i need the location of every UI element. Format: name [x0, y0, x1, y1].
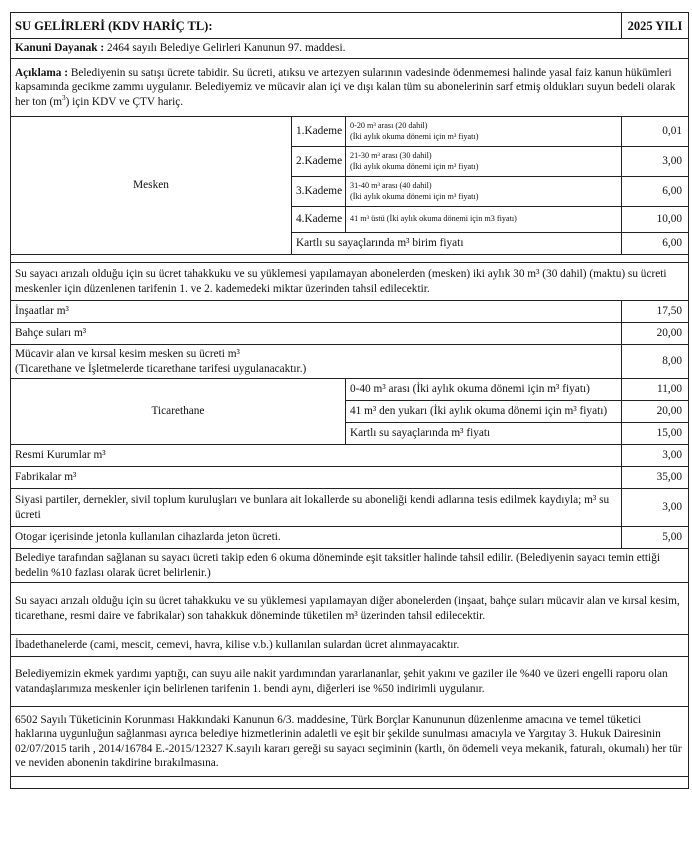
mesken-label: Mesken [11, 117, 292, 255]
tier-name: 2.Kademe [292, 147, 346, 177]
explanation-label: Açıklama : [15, 66, 69, 79]
explanation [11, 59, 689, 117]
tariff-row-label: Fabrikalar m³ [11, 467, 622, 489]
ticarethane-row-label: 0-40 m³ arası (İki aylık okuma dönemi için m³ fiyatı) [346, 379, 622, 401]
broken-meter-note: Su sayacı arızalı olduğu için su ücret tahakkuku ve su yüklemesi yapılamayan abonelerden (mesken) iki aylık 30 m³ (30 dahil) (maktu) su ücreti meskenler için düzenlenen tarifenin 1. ve 2. kademedeki miktar üzerinden tahsil edilecektir. [11, 263, 689, 301]
ticarethane-row-price: 15,00 [622, 423, 689, 445]
explanation-text-1: Belediyenin su satışı ücrete tabidir. Su ücreti, atıksu ve artezyen sularının vadesinde ödenmemesi halinde yasal faiz kanun hükümleri kapsamında gecikme zammı uygulanır. Belediyemiz ve mücavir alan içi ve dışı kalan tüm su abonelerinin sarf etmiş oldukları suyun bedeli olarak her ton (m [15, 66, 676, 108]
tariff-row-label: Bahçe suları m³ [11, 323, 622, 345]
tier-price: 0,01 [622, 117, 689, 147]
legal-basis-label: Kanuni Dayanak : [15, 42, 105, 55]
mesken-card-label: Kartlı su sayaçlarında m³ birim fiyatı [292, 233, 622, 255]
note: Belediyemizin ekmek yardımı yaptığı, can suyu aile nakit yardımından yararlananlar, şehit yakını ve gaziler ile %40 ve üzeri engelli raporu olan vatandaşlarımıza meskenler için belirlenen tarifenin 1. bendi aynı, diğerleri ise %50 indirimli uygulanır. [11, 657, 689, 707]
tier-name: 1.Kademe [292, 117, 346, 147]
legal-basis [11, 39, 689, 59]
tier-price: 10,00 [622, 207, 689, 233]
legal-basis-text: 2464 sayılı Belediye Gelirleri Kanunun 97. maddesi. [104, 42, 346, 55]
year-label: 2025 YILI [622, 13, 689, 39]
ticarethane-row-label: Kartlı su sayaçlarında m³ fiyatı [346, 423, 622, 445]
note: Belediye tarafından sağlanan su sayacı ücreti takip eden 6 okuma döneminde eşit taksitler halinde tahsil edilir. (Belediyenin sayacı temin ettiği bedelin %10 fazlası olarak ücret belirlenir.) [11, 549, 689, 583]
tier-price: 6,00 [622, 177, 689, 207]
mucavir-price: 8,00 [622, 345, 689, 379]
note: İbadethanelerde (cami, mescit, cemevi, havra, kilise v.b.) kullanılan sulardan ücret alınmayacaktır. [11, 635, 689, 657]
explanation-text-2: ) için KDV ve ÇTV hariç. [65, 95, 184, 108]
mesken-card-price: 6,00 [622, 233, 689, 255]
tariff-row-label: Resmi Kurumlar m³ [11, 445, 622, 467]
tier-range: 21-30 m³ arası (30 dahil) (İki aylık okuma dönemi için m³ fiyatı) [346, 147, 622, 177]
tier-range: 0-20 m³ arası (20 dahil) (İki aylık okuma dönemi için m³ fiyatı) [346, 117, 622, 147]
ticarethane-row-price: 20,00 [622, 401, 689, 423]
tariff-row-label: İnşaatlar m³ [11, 301, 622, 323]
otogar-price: 5,00 [622, 527, 689, 549]
tier-range: 41 m³ üstü (İki aylık okuma dönemi için m3 fiyatı) [346, 207, 622, 233]
tariff-row-price: 3,00 [622, 445, 689, 467]
tier-name: 4.Kademe [292, 207, 346, 233]
ticarethane-row-price: 11,00 [622, 379, 689, 401]
associations-label: Siyasi partiler, dernekler, sivil toplum kuruluşları ve bunlara ait lokallerde su aboneliği kendi adlarına tesis edilmek kaydıyla; m³ su ücreti [11, 489, 622, 527]
ticarethane-label: Ticarethane [11, 379, 346, 445]
associations-price: 3,00 [622, 489, 689, 527]
otogar-label: Otogar içerisinde jetonla kullanılan cihazlarda jeton ücreti. [11, 527, 622, 549]
tariff-table [10, 12, 689, 789]
spacer [11, 255, 689, 263]
section-title: SU GELİRLERİ (KDV HARİÇ TL): [11, 13, 622, 39]
tier-name: 3.Kademe [292, 177, 346, 207]
water-tariff-document [10, 12, 688, 789]
explanation-sup: 3 [62, 93, 66, 102]
mucavir-label: Mücavir alan ve kırsal kesim mesken su ücreti m³ (Ticarethane ve İşletmelerde ticarethane tarifesi uygulanacaktır.) [11, 345, 622, 379]
tariff-row-price: 20,00 [622, 323, 689, 345]
tariff-row-price: 35,00 [622, 467, 689, 489]
tier-price: 3,00 [622, 147, 689, 177]
note: Su sayacı arızalı olduğu için su ücret tahakkuku ve su yüklemesi yapılamayan diğer abonelerden (inşaat, bahçe suları mücavir alan ve kırsal kesim, ticarethane, resmi daire ve fabrikalar) son tahakkuk döneminde tüketilen m³ üzerinden tahsil edilecektir. [11, 583, 689, 635]
note: 6502 Sayılı Tüketicinin Korunması Hakkındaki Kanunun 6/3. maddesine, Türk Borçlar Kanununun düzenlenme amacına ve temel tüketici haklarına uygunluğun sağlanması ayrıca belediye hizmetlerinin adaletli ve eşit bir şekilde sunulması amacıyla ve Yargıtay 3. Hukuk Dairesinin 02/07/2015 tarih , 2014/16784 E.-2015/12327 K.sayılı kararı gereği su sayacı seçiminin (kartlı, ön ödemeli veya mekanik, faturalı, okumalı) her tür ve neviden abonenin takdirine bırakılmasına. [11, 707, 689, 777]
tariff-row-price: 17,50 [622, 301, 689, 323]
tier-range: 31-40 m³ arası (40 dahil) (İki aylık okuma dönemi için m³ fiyatı) [346, 177, 622, 207]
spacer [11, 777, 689, 789]
ticarethane-row-label: 41 m³ den yukarı (İki aylık okuma dönemi için m³ fiyatı) [346, 401, 622, 423]
